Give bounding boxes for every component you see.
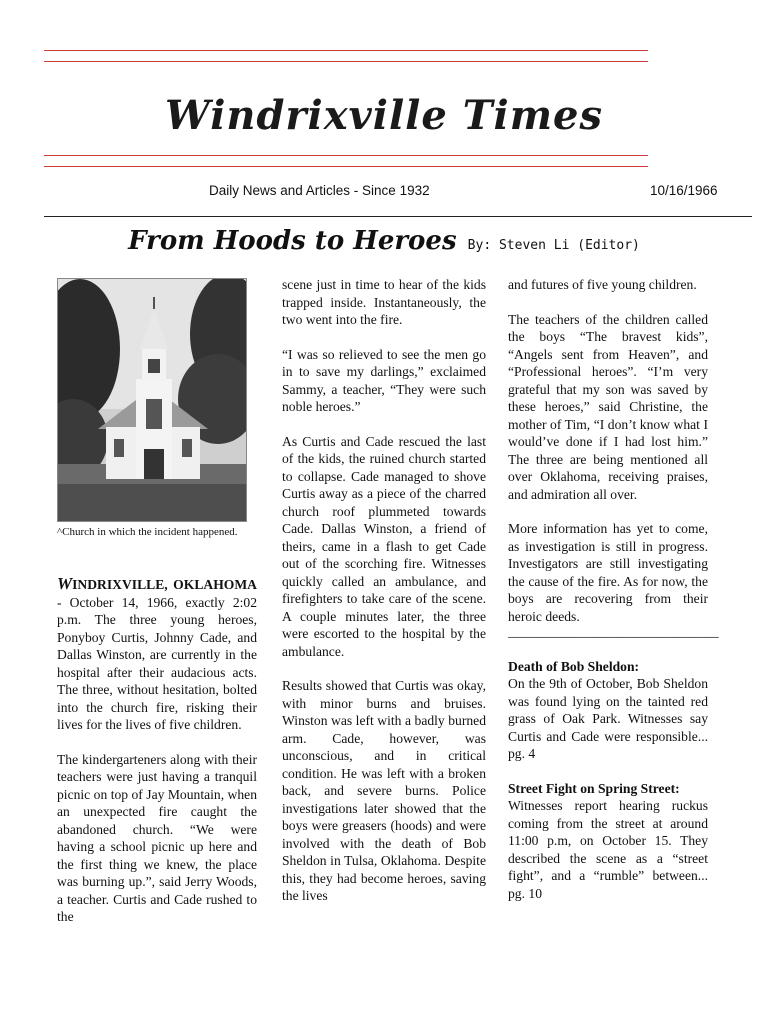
brief-2-body: Witnesses report hearing ruckus coming from the street at around 11:00 p.m, on October 15. They described the scene as a “street fight”, and a “rumble” between [508,798,708,883]
church-illustration [58,279,246,521]
mid-red-rule-1 [44,155,648,156]
dateline-dropcap: W [57,574,73,593]
headline-row [0,226,768,256]
article-byline: By: Steven Li (Editor) [467,238,640,253]
column-2-paragraph-4: Results showed that Curtis was okay, with minor burns and bruises. Winston was left with a badly burned arm. Cade, however, was unconscious, and in critical condition. He was left with a broken back, and severe burns. Police investigations later showed that the boys were greasers (hoods) and were involved with the death of Bob Sheldon in Tulsa, Oklahoma. Despite this, they had become heroes, saving the lives [282,678,486,903]
issue-date: 10/16/1966 [650,183,718,198]
brief-death-of-bob-sheldon [508,658,708,763]
column-3-paragraph-2: The teachers of the children called the boys “The bravest kids”, “Angels sent from Heaven”, and “Professional heroes”. “I’m very grateful that my son was saved by these heroes,” said Christine, the mother of Tim, “I don’t know what I would’ve done if I had lost him.” The three are being mentioned all over Oklahoma, receiving praises, and admiration all over. [508,311,708,502]
church-photo [57,278,247,522]
top-red-rule-1 [44,50,648,51]
article-column-1 [57,575,257,943]
newspaper-title: Windrixville Times [164,92,604,139]
column-3-divider: _______________________________ [508,624,719,639]
photo-caption: ^Church in which the incident happened. [57,526,238,538]
article-headline: From Hoods to Heroes [128,226,457,256]
brief-2-title: Street Fight on Spring Street: [508,780,680,796]
article-column-2 [282,276,486,922]
column-2-paragraph-3: As Curtis and Cade rescued the last of the kids, the ruined church started to collapse. Cade managed to shove Curtis away as a piece of the charred church roof plummeted towards Cade. Dallas Winston, a friend of theirs, came in a flash to get Cade out of the scorching fire. Witnesses quickly called an ambulance, and firefighters to take care of the scene. A couple minutes later, the three were escorted to the hospital by the ambulance. [282,433,486,659]
dateline-text: INDRIXVILLE, OKLAHOMA [72,577,257,592]
brief-1-more: ... pg. 4 [508,728,708,761]
dateline [57,574,257,593]
header-divider [44,216,752,217]
column-2-paragraph-1: scene just in time to hear of the kids trapped inside. Instantaneously, the two went into the fire. [282,277,486,327]
brief-2-more: ... pg. 10 [508,868,708,901]
mid-red-rule-2 [44,166,648,167]
column-3-paragraph-1: and futures of five young children. [508,277,697,292]
newspaper-subtitle: Daily News and Articles - Since 1932 [209,183,430,198]
column-3-paragraph-3: More information has yet to come, as investigation is still in progress. Investigators are still investigating the cause of the fire. As for now, the boys are recovering from their heroic deeds. [508,521,708,624]
top-red-rule-2 [44,61,648,62]
brief-street-fight [508,780,708,903]
brief-1-title: Death of Bob Sheldon: [508,658,640,674]
column-1-paragraph-2: The kindergarteners along with their teachers were just having a tranquil picnic on top of Jay Mountain, when an unexpected fire caught the abandoned church. “We were having a school picnic up here and the first thing we knew, the place was burning up.”, said Jerry Woods, a teacher. Curtis and Cade rushed to the [57,751,257,924]
column-1-paragraph-1 [57,575,257,734]
article-column-3 [508,276,719,919]
column-1-paragraph-1-text: - October 14, 1966, exactly 2:02 p.m. The three young heroes, Ponyboy Curtis, Johnny Cade, and Dallas Winston, are currently in the hospital after their audacious acts. The three, without hesitation, bolted into the church fire, risking their lives for the lives of five children. [57,594,257,732]
brief-1-body: On the 9th of October, Bob Sheldon was found lying on the tainted red grass of Oak Park. Witnesses say Curtis and Cade were responsible [508,676,708,744]
column-2-paragraph-2: “I was so relieved to see the men go in to save my darlings,” exclaimed Sammy, a teacher, “They were such noble heroes.” [282,346,486,414]
